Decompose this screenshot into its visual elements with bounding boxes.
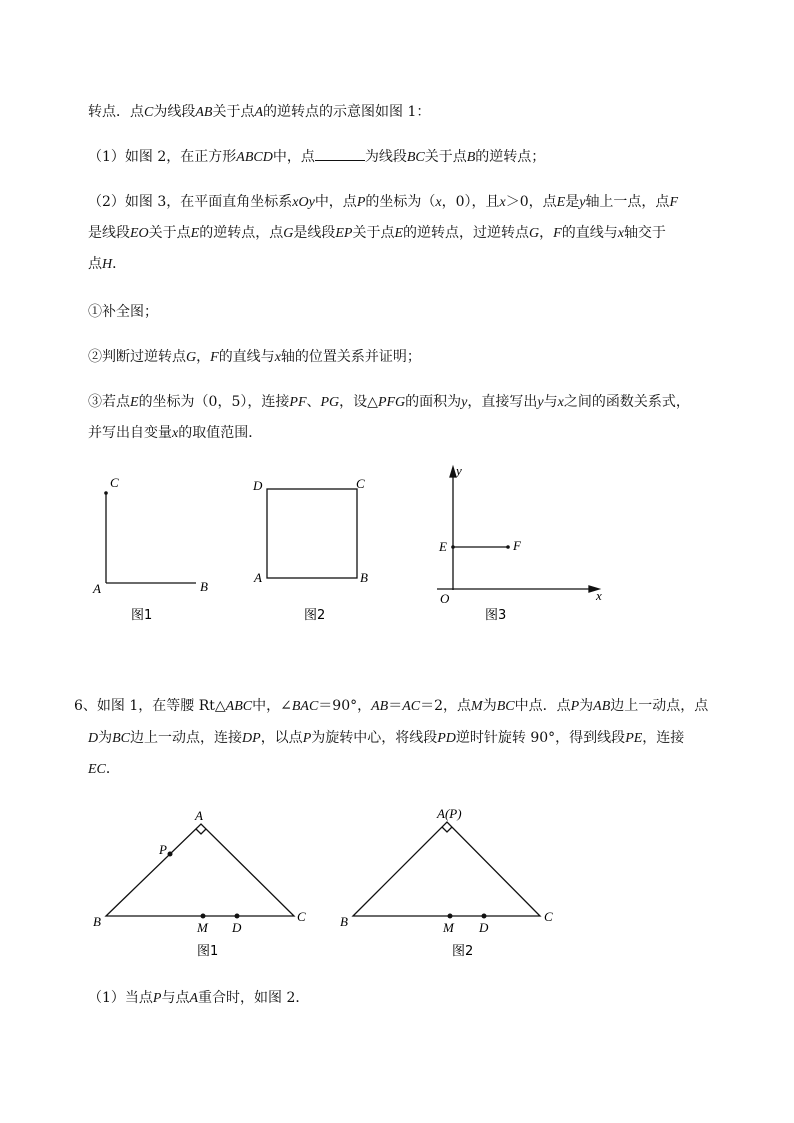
question-1: （1）如图 2，在正方形ABCD中，点 为线段BC关于点B的逆转点；	[88, 149, 546, 165]
point-c	[104, 491, 108, 495]
question-2-line-3: 点H．	[88, 256, 127, 272]
figure-6-2	[353, 822, 540, 916]
fig1-label-c: C	[110, 475, 119, 490]
fig4-label-d: D	[232, 920, 242, 935]
fig4-label-p: P	[159, 842, 167, 857]
sub-question-1: ①补全图；	[88, 304, 158, 320]
fig5-label-b: B	[340, 914, 348, 929]
point-m-2	[448, 914, 453, 919]
point-f	[506, 545, 510, 549]
fig1-label-a: A	[93, 581, 101, 596]
fig2-label-c: C	[356, 476, 365, 491]
fig1-label-b: B	[200, 579, 208, 594]
right-angle-mark	[196, 829, 206, 834]
figure-3	[437, 467, 599, 592]
fig4-caption: 图1	[197, 944, 219, 959]
fig2-label-b: B	[360, 570, 368, 585]
fig2-caption: 图2	[304, 608, 326, 623]
fig2-label-a: A	[254, 570, 262, 585]
fig4-label-m: M	[197, 920, 208, 935]
fig5-label-c: C	[544, 909, 553, 924]
problem-6-line-2: D为BC边上一动点，连接DP，以点P为旋转中心，将线段PD逆时针旋转 90°，得到线段PE，连接	[88, 730, 685, 746]
triangle-abc-2	[353, 822, 540, 916]
fig2-label-d: D	[253, 478, 263, 493]
fig5-label-m: M	[443, 920, 454, 935]
fig1-caption: 图1	[131, 608, 153, 623]
fig3-label-f: F	[513, 538, 521, 553]
intro-line: 转点．点C为线段AB关于点A的逆转点的示意图如图 1：	[88, 104, 431, 120]
problem-6-line-3: EC．	[88, 761, 120, 777]
fig3-label-y: y	[456, 463, 462, 478]
fig3-label-o: O	[440, 591, 450, 606]
figure-6-1	[106, 824, 294, 916]
fig4-label-a: A	[195, 808, 203, 823]
fig3-caption: 图3	[485, 608, 507, 623]
triangle-abc	[106, 824, 294, 916]
point-p	[168, 852, 173, 857]
figure-1	[106, 493, 196, 583]
question-2-line-1: （2）如图 3，在平面直角坐标系xOy中，点P的坐标为（x，0），且x＞0，点E是y轴上一点，点F	[88, 194, 678, 210]
question-2-line-2: 是线段EO关于点E的逆转点，点G是线段EP关于点E的逆转点，过逆转点G，F的直线与x轴交于	[88, 225, 666, 241]
square-abcd	[267, 489, 357, 578]
problem-6-line-1: 6、如图 1，在等腰 Rt△ABC中，∠BAC＝90°，AB＝AC＝2，点M为BC中点．点P为AB边上一动点，点	[74, 698, 709, 714]
fig5-label-d: D	[479, 920, 489, 935]
point-m	[201, 914, 206, 919]
sub-question-3-line-2: 并写出自变量x的取值范围．	[88, 425, 263, 441]
fig4-label-c: C	[297, 909, 306, 924]
fig3-label-e: E	[439, 539, 447, 554]
point-d	[235, 914, 240, 919]
sub-question-3-line-1: ③若点E的坐标为（0，5），连接PF、PG，设△PFG的面积为y，直接写出y与x之间的函数关系式，	[88, 394, 690, 410]
point-d-2	[482, 914, 487, 919]
fig5-label-ap: A(P)	[437, 806, 462, 821]
fig5-caption: 图2	[452, 944, 474, 959]
fig3-label-x: x	[596, 588, 602, 603]
point-e	[451, 545, 455, 549]
fig4-label-b: B	[93, 914, 101, 929]
sub-question-2: ②判断过逆转点G，F的直线与x轴的位置关系并证明；	[88, 349, 421, 365]
part-1-text: （1）当点P与点A重合时，如图 2．	[88, 990, 310, 1006]
right-angle-mark-2	[442, 827, 452, 832]
